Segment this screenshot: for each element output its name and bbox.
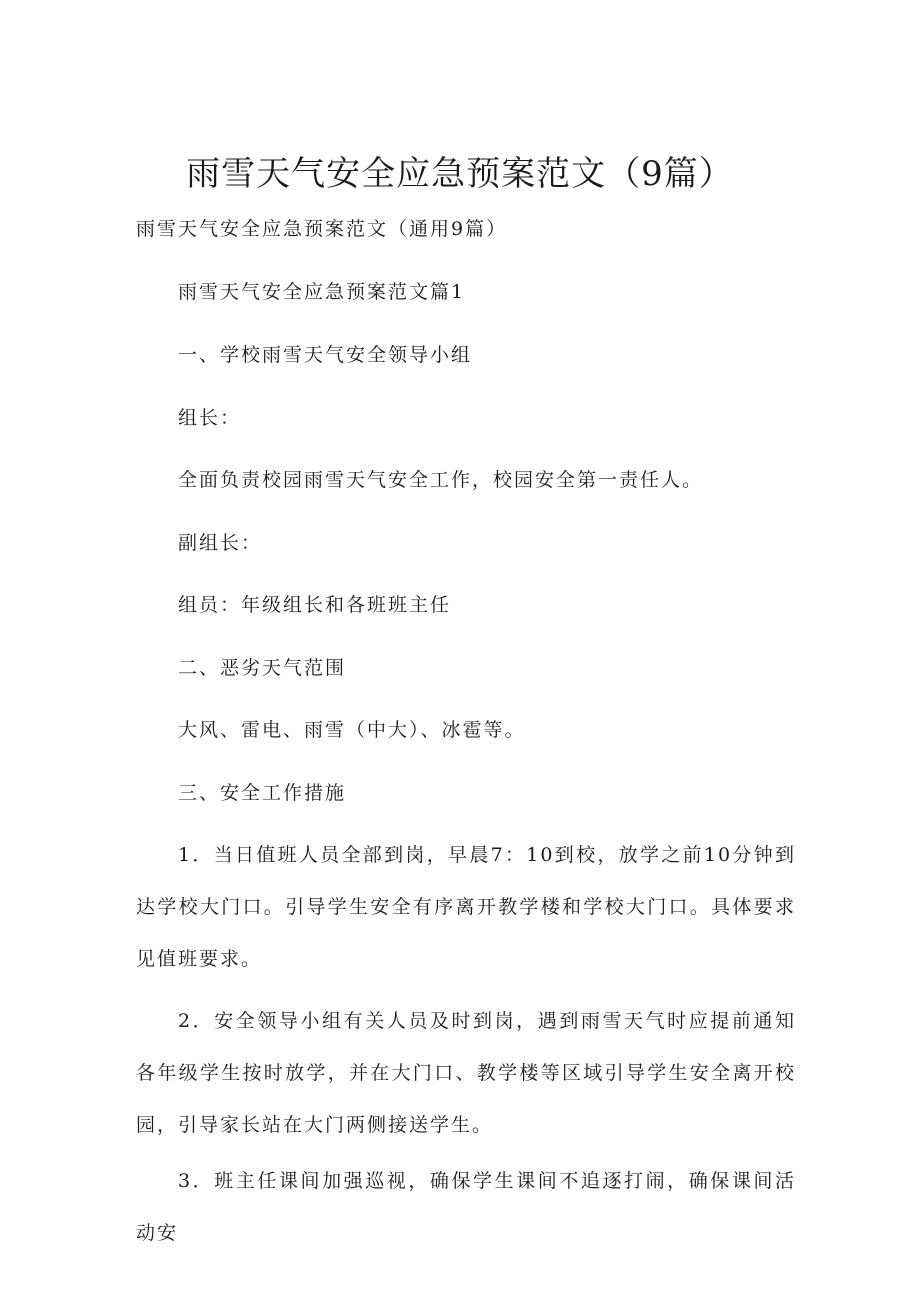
measure-1-paragraph: 1．当日值班人员全部到岗，早晨7：10到校，放学之前10分钟到达学校大门口。引导学生安全有序离开教学楼和学校大门口。具体要求见值班要求。 (136, 844, 796, 970)
weather-types: 大风、雷电、雨雪（中大）、冰雹等。 (178, 719, 526, 741)
section-heading: 雨雪天气安全应急预案范文篇1 (178, 281, 466, 303)
heading-safety-measures: 三、安全工作措施 (178, 782, 347, 804)
measure-3-paragraph: 3．班主任课间加强巡视，确保学生课间不追逐打闹，确保课间活动安 (136, 1170, 796, 1244)
members-line: 组员：年级组长和各班班主任 (178, 594, 452, 616)
leader-label: 组长： (178, 407, 242, 429)
leader-duty: 全面负责校园雨雪天气安全工作，校园安全第一责任人。 (178, 469, 704, 491)
measure-2-paragraph: 2．安全领导小组有关人员及时到岗，遇到雨雪天气时应提前通知各年级学生按时放学，并在大门口、教学楼等区域引导学生安全离开校园，引导家长站在大门两侧接送学生。 (136, 1010, 796, 1136)
vice-leader-label: 副组长： (178, 532, 263, 554)
heading-leadership-group: 一、学校雨雪天气安全领导小组 (178, 344, 473, 366)
document-title: 雨雪天气安全应急预案范文（9篇） (186, 154, 734, 194)
heading-weather-range: 二、恶劣天气范围 (178, 657, 347, 679)
document-subtitle: 雨雪天气安全应急预案范文（通用9篇） (136, 218, 508, 240)
